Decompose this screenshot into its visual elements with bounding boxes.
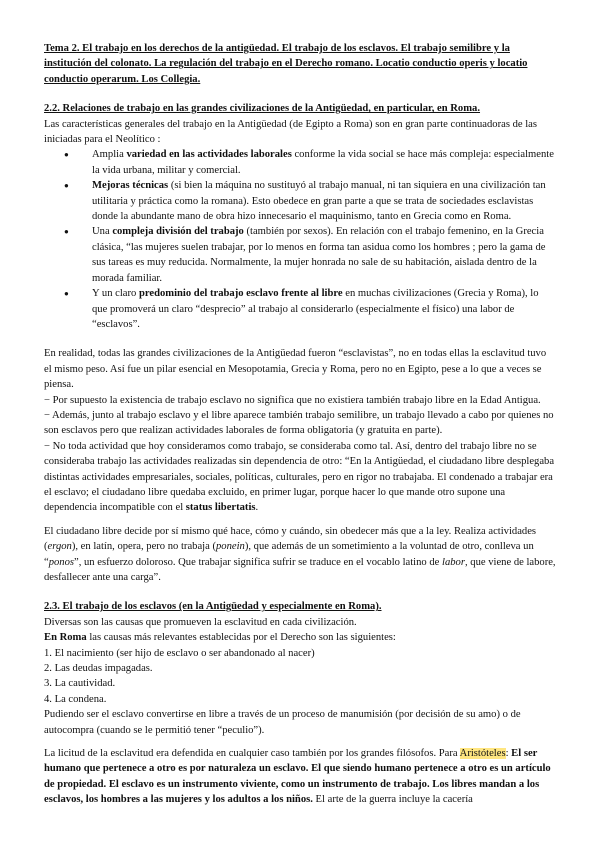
topic-title: Tema 2. El trabajo en los derechos de la antigüedad. El trabajo de los esclavos. El trabajo semilibre y la institución del colonato. La regulación del trabajo en el Derecho romano. Locatio conductio operis y locatio conductio operarum. Los Collegia.	[44, 43, 528, 85]
cause-item: 2. Las deudas impagadas.	[44, 663, 153, 675]
document-body	[44, 41, 556, 808]
list-item: ● Amplia variedad en las actividades laborales conforme la vida social se hace más compleja: especialmente la vida urbana, militar y comercial.	[64, 147, 556, 178]
highlighted-text: Aristóteles	[459, 748, 506, 760]
dash-item-3: − No toda actividad que hoy consideramos como trabajo, se consideraba como tal. Así, dentro del trabajo libre no se consideraba trabajo las actividades realizadas sin dependencia de otro: “En la Antigüedad, el ciudadano libre desplegaba distintas actividades empresariales, sociales, políticas, culturales, pero en rigor no trabajaba. El condenado a trabajar era el esclavo; el ciudadano libre quedaba excluido, en primer lugar, porque hacer lo que mande otro supone una dependencia incompatible con el status libertatis.	[44, 440, 555, 514]
section-2-3-line-2: En Roma las causas más relevantes establecidas por el Derecho son las siguientes:	[44, 632, 396, 644]
manumission-paragraph: Pudiendo ser el esclavo convertirse en libre a través de un proceso de manumisión (por decisión de su amo) o de autocompra (cuando se le permitió tener “peculio”).	[44, 709, 521, 736]
section-2-3-line-1: Diversas son las causas que promueven la esclavitud en cada civilización.	[44, 616, 357, 628]
characteristics-list	[44, 147, 556, 332]
section-2-3-heading: 2.3. El trabajo de los esclavos (en la Antigüedad y especialmente en Roma).	[44, 601, 382, 613]
paragraph-ciudadano-libre: El ciudadano libre decide por sí mismo qué hace, cómo y cuándo, sin obedecer más que a la ley. Realiza actividades (ergon), en latín, opera, pero no trabaja (ponein), que además de un sometimiento a la voluntad de otro, conlleva un “ponos”, un esfuerzo doloroso. Que trabajar significa sufrir se traduce en el vocablo latino de labor, que viene de labore, desfallecer ante una carga”.	[44, 525, 556, 583]
list-item: ● Mejoras técnicas (si bien la máquina no sustituyó al trabajo manual, ni tan siquiera en una civilización tan utilitaria y práctica como la romana). Esto obedece en gran parte a que se trata de sociedades esclavistas donde la abundante mano de obra hizo innecesario el maquinismo, tanto en Grecia como en Roma.	[64, 178, 556, 224]
cause-item: 4. La condena.	[44, 693, 107, 705]
dash-item-2: − Además, junto al trabajo esclavo y el libre aparece también trabajo semilibre, un trabajo llevado a cabo por quienes no son esclavos pero que realizan actividades laborales de forma obligatoria (y gratuita en parte).	[44, 409, 554, 437]
dash-item-1: − Por supuesto la existencia de trabajo esclavo no significa que no existiera también trabajo libre en la Edad Antigua.	[44, 394, 541, 406]
cause-item: 3. La cautividad.	[44, 678, 116, 690]
cause-item: 1. El nacimiento (ser hijo de esclavo o ser abandonado al nacer)	[44, 647, 315, 659]
section-2-2-heading: 2.2. Relaciones de trabajo en las grandes civilizaciones de la Antigüedad, en particular, en Roma.	[44, 103, 481, 115]
list-item: ● Una compleja división del trabajo (también por sexos). En relación con el trabajo femenino, en la Grecia clásica, “las mujeres suelen trabajar, por lo menos en forma tan asidua como los hombres ; pero la gama de sus tareas es muy reducida. Normalmente, la mujer honrada no sale de su habitación, aislada dentro de la morada familiar.	[64, 224, 556, 286]
aristotle-paragraph: La licitud de la esclavitud era defendida en cualquier caso también por los grandes filósofos. Para Aristóteles: El ser humano que pertenece a otro es por naturaleza un esclavo. El que siendo humano pertenece a otro es un artículo de propiedad. El esclavo es un instrumento viviente, como un instrumento de trabajo. Los libres mandan a los esclavos, los hombres a las mujeres y los adultos a los niños. El arte de la guerra incluye la cacería	[44, 748, 551, 806]
paragraph-esclavistas: En realidad, todas las grandes civilizaciones de la Antigüedad fueron “esclavistas”, no en todas ellas la esclavitud tuvo el mismo peso. Así fue un pilar esencial en Mesopotamia, Grecia y Roma, pero no en Egipto, pese a lo que a veces se piensa.	[44, 348, 547, 391]
list-item: ● Y un claro predominio del trabajo esclavo frente al libre en muchas civilizaciones (Grecia y Roma), lo que promoverá un claro “desprecio” al trabajo al considerarlo (especialmente el físico) una labor de “esclavos”.	[64, 286, 556, 332]
section-2-2-intro: Las características generales del trabajo en la Antigüedad (de Egipto a Roma) son en gran parte continuadoras de las iniciadas para el Neolítico :	[44, 118, 538, 146]
